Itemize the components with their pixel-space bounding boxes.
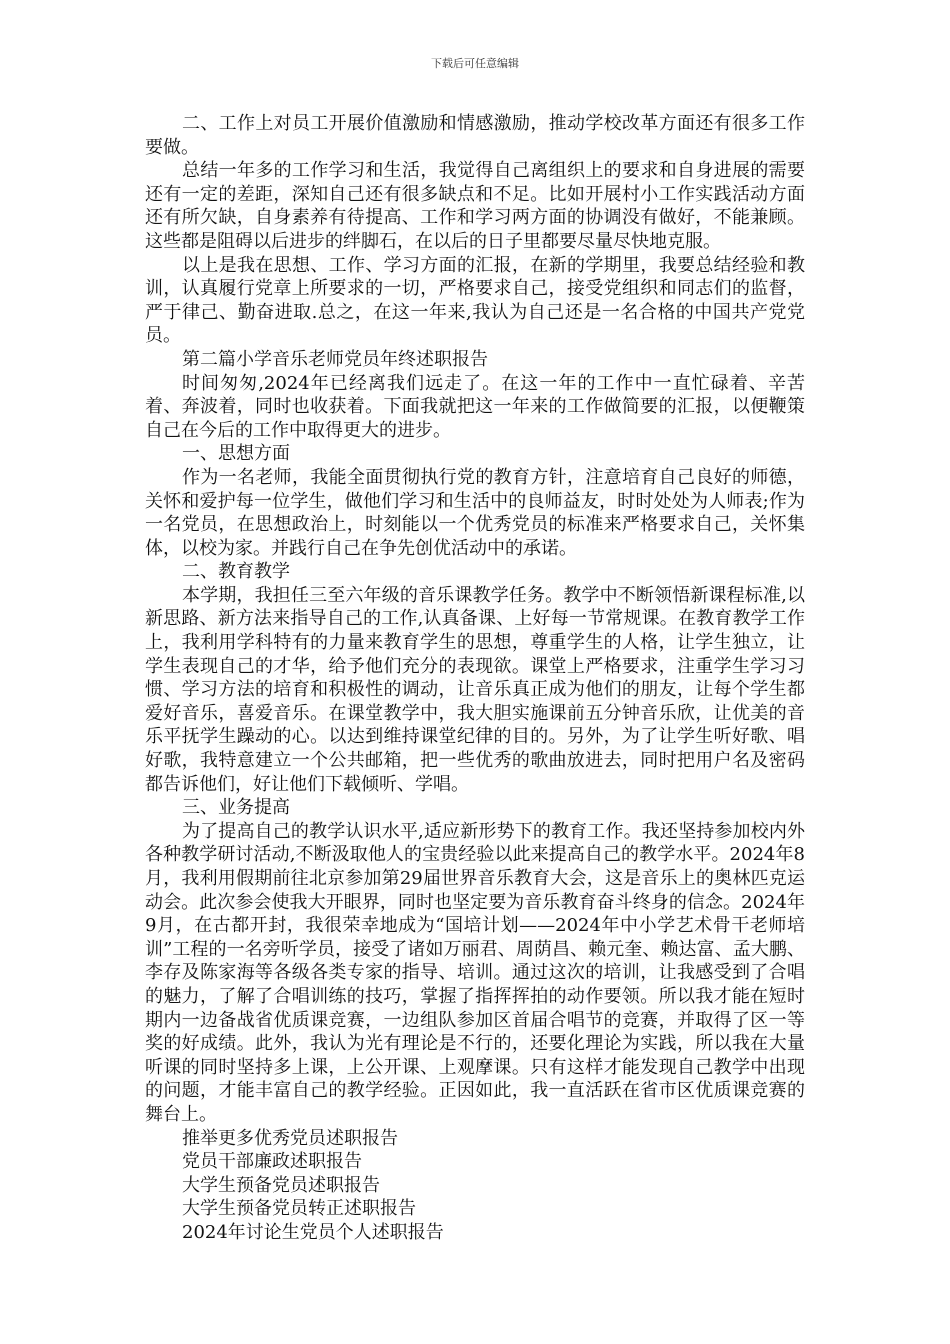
related-link-1[interactable]: 推举更多优秀党员述职报告 (182, 1127, 398, 1149)
paragraph-intro: 时间匆匆,2024年已经离我们远走了。在这一年的工作中一直忙碌着、辛苦着、奔波着，同时也收获着。下面我就把这一年来的工作做简要的汇报，以便鞭策自己在今后的工作中取得更大的进步。 (145, 372, 805, 441)
paragraph-conclusion: 以上是我在思想、工作、学习方面的汇报，在新的学期里，我要总结经验和教训，认真履行党章上所要求的一切，严格要求自己，接受党组织和同志们的监督，严于律己、勤奋进取.总之，在这一年来,我认为自己还是一名合格的中国共产党党员。 (145, 254, 805, 347)
related-link-4[interactable]: 大学生预备党员转正述职报告 (182, 1198, 416, 1220)
paragraph-teaching: 本学期，我担任三至六年级的音乐课教学任务。教学中不断领悟新课程标准,以新思路、新方法来指导自己的工作,认真备课、上好每一节常规课。在教育教学工作上，我利用学科特有的力量来教育学生的思想，尊重学生的人格，让学生独立，让学生表现自己的才华，给予他们充分的表现欲。课堂上严格要求，注重学生学习习惯、学习方法的培育和积极性的调动，让音乐真正成为他们的朋友，让每个学生都爱好音乐，喜爱音乐。在课堂教学中，我大胆实施课前五分钟音乐欣，让优美的音乐平抚学生躁动的心。以达到维持课堂纪律的目的。另外，为了让学生听好歌、唱好歌，我特意建立一个公共邮箱，把一些优秀的歌曲放进去，同时把用户名及密码都告诉他们，好让他们下载倾听、学唱。 (145, 584, 805, 795)
section-title-second-report: 第二篇小学音乐老师党员年终述职报告 (182, 348, 488, 370)
related-link-2[interactable]: 党员干部廉政述职报告 (182, 1151, 362, 1173)
paragraph-work-motivation: 二、工作上对员工开展价值激励和情感激励，推动学校改革方面还有很多工作要做。 (145, 113, 805, 158)
paragraph-professional: 为了提高自己的教学认识水平,适应新形势下的教育工作。我还坚持参加校内外各种教学研讨活动,不断汲取他人的宝贵经验以此来提高自己的教学水平。2024年8月，我利用假期前往北京参加第29届世界音乐教育大会，这是音乐上的奥林匹克运动会。此次参会使我大开眼界，同时也坚定要为音乐教育奋斗终身的信念。2024年9月，在古都开封，我很荣幸地成为“国培计划——2024年中小学艺术骨干老师培训”工程的一名旁听学员，接受了诸如万丽君、周荫昌、赖元奎、赖达富、孟大鹏、李存及陈家海等各级各类专家的指导、培训。通过这次的培训，让我感受到了合唱的魅力，了解了合唱训练的技巧，掌握了指挥挥拍的动作要领。所以我才能在短时期内一边备战省优质课竞赛，一边组队参加区首届合唱节的竞赛，并取得了区一等奖的好成绩。此外，我认为光有理论是不行的，还要化理论为实践，所以我在大量听课的同时坚持多上课，上公开课、上观摩课。只有这样才能发现自己教学中出现的问题，才能丰富自己的教学经验。正因如此，我一直活跃在省市区优质课竞赛的舞台上。 (145, 820, 805, 1125)
related-link-5[interactable]: 2024年讨论生党员个人述职报告 (182, 1221, 444, 1243)
paragraph-ideology: 作为一名老师，我能全面贯彻执行党的教育方针，注意培育自己良好的师德，关怀和爱护每一位学生，做他们学习和生活中的良师益友，时时处处为人师表;作为一名党员，在思想政治上，时刻能以一个优秀党员的标准来严格要求自己，关怀集体，以校为家。并践行自己在争先创优活动中的承诺。 (145, 466, 805, 559)
document-body (145, 112, 805, 1245)
paragraph-summary: 总结一年多的工作学习和生活，我觉得自己离组织上的要求和自身进展的需要还有一定的差距，深知自己还有很多缺点和不足。比如开展村小工作实践活动方面还有所欠缺，自身素养有待提高、工作和学习两方面的协调没有做好，不能兼顾。这些都是阻碍以后进步的绊脚石，在以后的日子里都要尽量尽快地克服。 (145, 160, 805, 252)
heading-ideology: 一、思想方面 (182, 443, 290, 465)
heading-teaching: 二、教育教学 (182, 561, 290, 583)
page-header: 下载后可任意编辑 (431, 57, 519, 70)
related-link-3[interactable]: 大学生预备党员述职报告 (182, 1174, 380, 1196)
heading-professional: 三、业务提高 (182, 797, 290, 819)
